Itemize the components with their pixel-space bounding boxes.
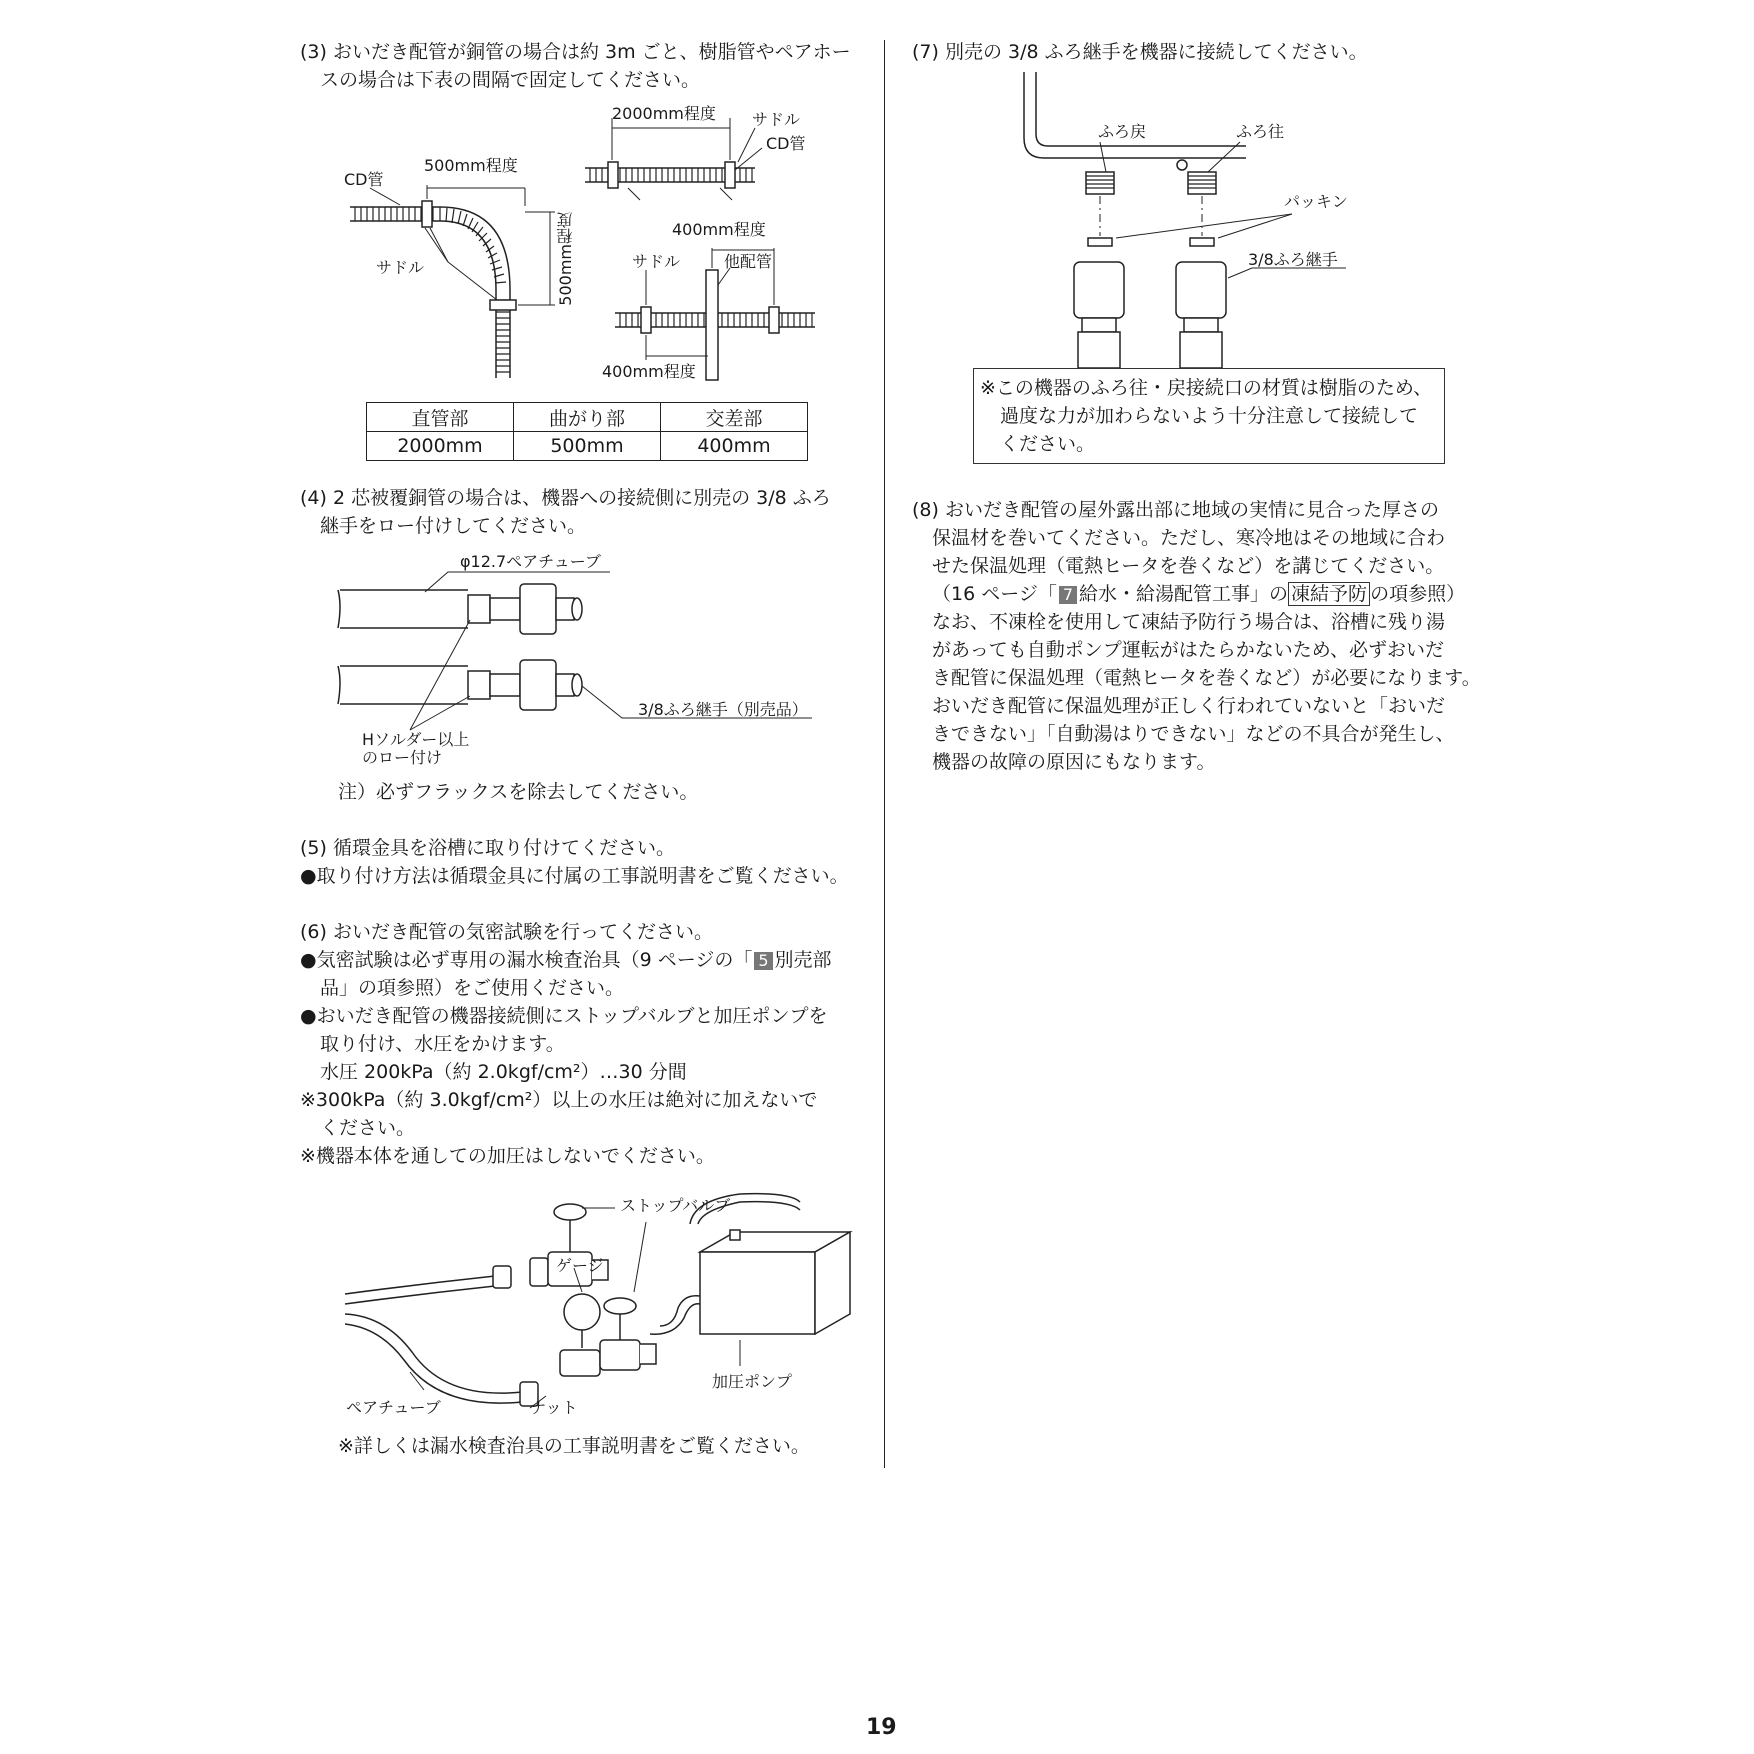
s8-line9: きできない」「自動湯はりできない」などの不具合が発生し、: [932, 723, 1455, 745]
s8-line4-text-b: 給水・給湯配管工事」の: [1079, 583, 1289, 605]
table-value-straight: 2000mm: [367, 432, 514, 461]
s8-line4: [932, 580, 1465, 608]
bend-dim-v-label: 500mm程度: [556, 212, 575, 306]
tube-label: φ12.7ペアチューブ: [460, 552, 601, 571]
caution-line3: ください。: [1000, 433, 1096, 455]
s4-line2: 継手をロー付けしてください。: [320, 515, 587, 537]
cross-saddle-label: サドル: [632, 252, 681, 271]
s7-line1: (7) 別売の 3/8 ふろ継手を機器に接続してください。: [912, 41, 1368, 63]
s8-line6: があっても自動ポンプ運転がはたらかないため、必ずおいだ: [932, 639, 1445, 661]
section-5-tag: 5: [754, 952, 772, 970]
caution-line2: 過度な力が加わらないよう十分注意して接続して: [1000, 405, 1419, 427]
joint-right-label: 3/8ふろ継手: [1248, 250, 1338, 269]
table-header-straight: 直管部: [367, 403, 514, 432]
s3-line2: スの場合は下表の間隔で固定してください。: [320, 69, 701, 91]
stop-valve-label: ストップバルブ: [620, 1196, 731, 1215]
pump-label: 加圧ポンプ: [712, 1372, 793, 1391]
solder-label-2: のロー付け: [362, 748, 443, 767]
cross-dim-top-label: 400mm程度: [672, 220, 766, 239]
packing-label: パッキン: [1284, 192, 1348, 211]
table-header-bend: 曲がり部: [514, 403, 661, 432]
s6-warn1-line1: ※300kPa（約 3.0kgf/cm²）以上の水圧は絶対に加えないで: [300, 1089, 818, 1111]
joint-label: 3/8ふろ継手（別売品）: [638, 700, 808, 719]
s8-line3: せた保温処理（電熱ヒータを巻くなど）を講じてください。: [932, 555, 1445, 577]
s8-line10: 機器の故障の原因にもなります。: [932, 751, 1216, 773]
s6-bullet1-line2: 品」の項参照）をご使用ください。: [320, 977, 625, 999]
supply-label: ふろ往: [1236, 122, 1285, 141]
table-value-cross: 400mm: [661, 432, 808, 461]
return-label: ふろ戻: [1098, 122, 1147, 141]
straight-dim-label: 2000mm程度: [612, 104, 716, 123]
caution-line1: ※この機器のふろ往・戻接続口の材質は樹脂のため、: [980, 377, 1433, 399]
table-value-bend: 500mm: [514, 432, 661, 461]
bend-dim-h-label: 500mm程度: [424, 156, 518, 175]
cross-dim-bottom-label: 400mm程度: [602, 362, 696, 381]
s8-line7: き配管に保温処理（電熱ヒータを巻くなど）が必要になります。: [932, 667, 1481, 689]
bend-saddle-label: サドル: [376, 258, 425, 277]
s8-line4-text-c: の項参照）: [1370, 583, 1466, 605]
s6-warn1-line2: ください。: [320, 1117, 416, 1139]
s8-line5: なお、不凍栓を使用して凍結予防行う場合は、浴槽に残り湯: [932, 611, 1446, 633]
s8-line1: (8) おいだき配管の屋外露出部に地域の実情に見合った厚さの: [912, 499, 1439, 521]
straight-cd-label: CD管: [766, 134, 806, 153]
section-7-tag: 7: [1059, 586, 1077, 604]
gauge-label: ゲージ: [556, 1256, 604, 1275]
s6-bullet2-line2: 取り付け、水圧をかけます。: [320, 1033, 565, 1055]
s3-line1: (3) おいだき配管が銅管の場合は約 3m ごと、樹脂管やペアホー: [300, 41, 851, 63]
freeze-prevention-ref: 凍結予防: [1288, 582, 1370, 606]
table-header-cross: 交差部: [661, 403, 808, 432]
s6-bullet2-line1: ●おいだき配管の機器接続側にストップバルブと加圧ポンプを: [300, 1005, 828, 1027]
s6-pressure: 水圧 200kPa（約 2.0kgf/cm²）…30 分間: [320, 1061, 687, 1083]
s8-line8: おいだき配管に保温処理が正しく行われていないと「おいだ: [932, 695, 1446, 717]
leak-test-footnote: ※詳しくは漏水検査治具の工事説明書をご覧ください。: [338, 1435, 810, 1457]
s5-line2: ●取り付け方法は循環金具に付属の工事説明書をご覧ください。: [300, 865, 849, 887]
bend-cd-label: CD管: [344, 170, 384, 189]
cross-other-label: 他配管: [724, 252, 773, 271]
s8-line4-text-a: （16 ページ「: [932, 583, 1057, 605]
s6-bullet1-text-b: 別売部: [774, 949, 832, 971]
straight-saddle-label: サドル: [752, 110, 801, 129]
s6-line1: (6) おいだき配管の気密試験を行ってください。: [300, 921, 713, 943]
flux-note: 注）必ずフラックスを除去してください。: [338, 781, 699, 803]
pair-tube-label: ペアチューブ: [346, 1398, 441, 1417]
s6-bullet1-text-a: ●気密試験は必ず専用の漏水検査治具（9 ページの「: [300, 949, 753, 971]
s4-line1: (4) 2 芯被覆銅管の場合は、機器への接続側に別売の 3/8 ふろ: [300, 487, 831, 509]
nut-label: ナット: [530, 1398, 578, 1417]
solder-label-1: Hソルダー以上: [362, 730, 470, 749]
s8-line2: 保温材を巻いてください。ただし、寒冷地はその地域に合わ: [932, 527, 1446, 549]
s5-line1: (5) 循環金具を浴槽に取り付けてください。: [300, 837, 675, 859]
page-number: 19: [866, 1715, 897, 1740]
s6-warn2: ※機器本体を通しての加圧はしないでください。: [300, 1145, 715, 1167]
